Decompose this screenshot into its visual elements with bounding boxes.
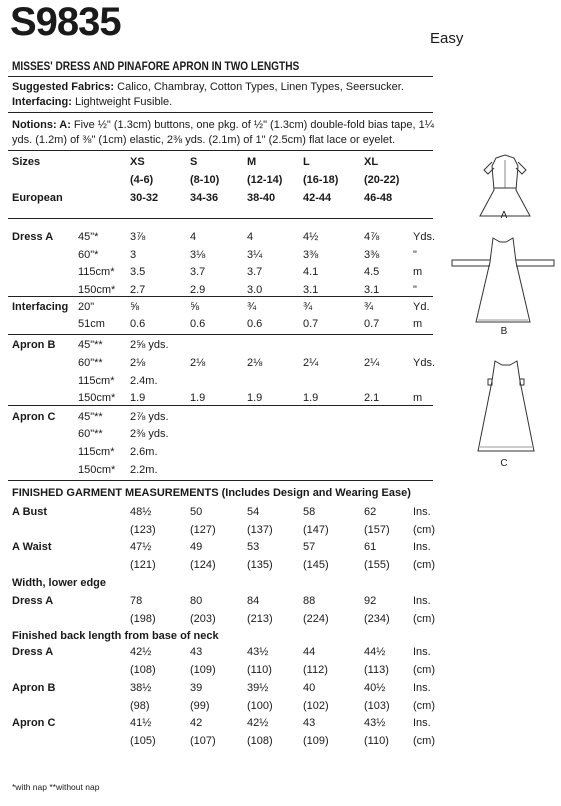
- fabric-width: 60"**: [78, 428, 103, 440]
- unit-cm: (cm): [413, 700, 435, 712]
- fabric-width: 60"*: [78, 249, 99, 261]
- yardage-value: 0.7: [303, 318, 319, 330]
- measurement-ins: 47½: [130, 541, 152, 553]
- yardage-value: 4: [190, 231, 197, 243]
- yardage-value: 2.2m.: [130, 464, 158, 476]
- back-length-heading: Finished back length from base of neck: [12, 630, 219, 642]
- yardage-unit: m: [413, 318, 423, 330]
- yardage-value: 0.6: [247, 318, 263, 330]
- fabric-width: 51cm: [78, 318, 105, 330]
- sizes-label: Sizes: [12, 156, 41, 168]
- yardage-value: 2.7: [130, 284, 146, 296]
- yardage-unit: Yds.: [413, 357, 436, 369]
- unit-ins: Ins.: [413, 541, 431, 553]
- measurement-ins: 84: [247, 595, 260, 607]
- yardage-value: 0.6: [190, 318, 206, 330]
- pattern-description: MISSES' DRESS AND PINAFORE APRON IN TWO LENGTHS: [12, 61, 300, 73]
- yardage-value: 3⅜: [303, 249, 319, 261]
- measurement-cm: (113): [364, 664, 389, 676]
- suggested-fabrics: Suggested Fabrics: Calico, Chambray, Cotton Types, Linen Types, Seersucker. Interfacing: Lightweight Fusible.: [12, 81, 404, 108]
- divider: [8, 112, 433, 113]
- size-name: M: [247, 156, 257, 168]
- size-range: (4-6): [130, 174, 154, 186]
- fabric-width: 115cm*: [78, 446, 115, 458]
- measurement-label: Dress A: [12, 646, 54, 658]
- yardage-value: 1.9: [130, 392, 146, 404]
- fabric-width: 150cm*: [78, 464, 116, 476]
- yardage-value: 4½: [303, 231, 319, 243]
- measurement-cm: (147): [303, 524, 329, 536]
- unit-cm: (cm): [413, 524, 435, 536]
- unit-ins: Ins.: [413, 506, 431, 518]
- yardage-unit: ": [413, 249, 417, 261]
- measurement-ins: 88: [303, 595, 316, 607]
- measurement-cm: (137): [247, 524, 273, 536]
- measurement-ins: 43½: [247, 646, 269, 658]
- measurement-cm: (203): [190, 613, 216, 625]
- measurement-cm: (157): [364, 524, 390, 536]
- yardage-value: 3.5: [130, 266, 146, 278]
- european-size: 34-36: [190, 192, 219, 204]
- yardage-value: 2.6m.: [130, 446, 158, 458]
- yardage-value: 2⅞ yds.: [130, 411, 169, 423]
- european-label: European: [12, 192, 63, 204]
- yardage-value: 3.1: [303, 284, 319, 296]
- yardage-value: 1.9: [247, 392, 263, 404]
- measurement-cm: (109): [190, 664, 216, 676]
- measurement-cm: (109): [303, 735, 329, 747]
- unit-cm: (cm): [413, 735, 435, 747]
- divider: [8, 150, 433, 151]
- measurement-cm: (102): [303, 700, 329, 712]
- measurement-ins: 40: [303, 682, 316, 694]
- finished-title: FINISHED GARMENT MEASUREMENTS (Includes Design and Wearing Ease): [12, 487, 411, 499]
- fabric-width: 150cm*: [78, 392, 116, 404]
- yardage-value: 3.7: [247, 266, 263, 278]
- measurement-ins: 44: [303, 646, 316, 658]
- footnote: *with nap **without nap: [12, 782, 100, 792]
- yardage-value: 2.4m.: [130, 375, 158, 387]
- yardage-value: 2¼: [303, 357, 319, 369]
- measurement-ins: 58: [303, 506, 316, 518]
- measurement-ins: 50: [190, 506, 203, 518]
- yardage-value: 3⅞: [130, 231, 146, 243]
- fabric-width: 115cm*: [78, 375, 115, 387]
- yardage-value: 3¼: [247, 249, 263, 261]
- european-size: 42-44: [303, 192, 332, 204]
- measurement-cm: (198): [130, 613, 156, 625]
- unit-ins: Ins.: [413, 595, 431, 607]
- measurement-cm: (123): [130, 524, 156, 536]
- yardage-value: 2⅜ yds.: [130, 428, 169, 440]
- measurement-cm: (234): [364, 613, 390, 625]
- size-range: (8-10): [190, 174, 220, 186]
- yardage-value: 4⅞: [364, 231, 380, 243]
- yardage-value: 0.7: [364, 318, 380, 330]
- measurement-label: Apron B: [12, 682, 56, 694]
- measurement-cm: (112): [303, 664, 328, 676]
- yardage-value: 3⅛: [190, 249, 206, 261]
- notions: Notions: A: Five ½" (1.3cm) buttons, one pkg. of ½" (1.3cm) double-fold bias tape, 1¼ yds. (1.2m) of ⅜" (1cm) elastic, 2⅜ yds. (2.1m) of 1" (2.5cm) flat lace or eyelet.: [12, 119, 434, 146]
- european-size: 38-40: [247, 192, 276, 204]
- view-b-sketch: [448, 232, 558, 326]
- measurement-cm: (155): [364, 559, 390, 571]
- size-name: S: [190, 156, 198, 168]
- yardage-value: 2⅛: [130, 357, 146, 369]
- measurement-ins: 80: [190, 595, 203, 607]
- unit-cm: (cm): [413, 559, 435, 571]
- yardage-unit: ": [413, 284, 417, 296]
- yardage-value: 3.1: [364, 284, 380, 296]
- measurement-cm: (110): [364, 735, 389, 747]
- measurement-ins: 78: [130, 595, 143, 607]
- unit-ins: Ins.: [413, 646, 431, 658]
- measurement-cm: (110): [247, 664, 272, 676]
- yardage-value: ¾: [364, 301, 374, 313]
- yardage-value: 2.9: [190, 284, 206, 296]
- size-name: L: [303, 156, 310, 168]
- divider: [8, 76, 433, 77]
- measurement-cm: (124): [190, 559, 216, 571]
- measurement-ins: 57: [303, 541, 316, 553]
- measurement-cm: (103): [364, 700, 390, 712]
- yardage-value: 1.9: [190, 392, 206, 404]
- measurement-cm: (108): [247, 735, 273, 747]
- yardage-group: Interfacing: [12, 301, 69, 313]
- yardage-unit: m: [413, 392, 423, 404]
- yardage-value: 3.7: [190, 266, 206, 278]
- measurement-ins: 42½: [130, 646, 152, 658]
- measurement-cm: (135): [247, 559, 273, 571]
- yardage-value: 4.1: [303, 266, 319, 278]
- measurement-ins: 41½: [130, 717, 152, 729]
- size-name: XL: [364, 156, 379, 168]
- yardage-value: 2.1: [364, 392, 380, 404]
- yardage-group: Apron C: [12, 411, 56, 423]
- measurement-ins: 61: [364, 541, 377, 553]
- measurement-cm: (145): [303, 559, 329, 571]
- fabric-width: 20": [78, 301, 95, 313]
- yardage-unit: Yds.: [413, 231, 436, 243]
- measurement-label: Dress A: [12, 595, 54, 607]
- yardage-value: ⅝: [130, 301, 140, 313]
- yardage-group: Dress A: [12, 231, 54, 243]
- yardage-value: 1.9: [303, 392, 319, 404]
- measurement-ins: 40½: [364, 682, 386, 694]
- unit-cm: (cm): [413, 613, 435, 625]
- measurement-ins: 38½: [130, 682, 152, 694]
- yardage-value: 0.6: [130, 318, 146, 330]
- measurement-ins: 48½: [130, 506, 152, 518]
- measurement-ins: 49: [190, 541, 203, 553]
- size-range: (20-22): [364, 174, 400, 186]
- european-size: 30-32: [130, 192, 159, 204]
- fabric-width: 115cm*: [78, 266, 115, 278]
- measurement-cm: (107): [190, 735, 216, 747]
- measurement-cm: (99): [190, 700, 210, 712]
- view-c-label: C: [500, 458, 508, 469]
- measurement-ins: 42: [190, 717, 203, 729]
- view-a-label: A: [500, 210, 508, 221]
- fabric-width: 45"**: [78, 339, 103, 351]
- yardage-value: 4: [247, 231, 254, 243]
- divider: [8, 218, 433, 219]
- unit-ins: Ins.: [413, 682, 431, 694]
- european-size: 46-48: [364, 192, 393, 204]
- yardage-value: 2⅝ yds.: [130, 339, 169, 351]
- measurement-cm: (98): [130, 700, 150, 712]
- measurement-ins: 54: [247, 506, 260, 518]
- size-range: (16-18): [303, 174, 339, 186]
- fabric-width: 60"**: [78, 357, 103, 369]
- measurement-cm: (100): [247, 700, 273, 712]
- measurement-ins: 92: [364, 595, 377, 607]
- divider: [8, 296, 433, 297]
- yardage-value: ¾: [303, 301, 313, 313]
- fabric-width: 150cm*: [78, 284, 116, 296]
- measurement-ins: 62: [364, 506, 377, 518]
- measurement-label: A Bust: [12, 506, 48, 518]
- measurement-ins: 39½: [247, 682, 269, 694]
- yardage-value: 3: [130, 249, 137, 261]
- divider: [8, 480, 433, 481]
- measurement-cm: (224): [303, 613, 329, 625]
- measurement-label: A Waist: [12, 541, 52, 553]
- width-heading: Width, lower edge: [12, 577, 107, 589]
- unit-ins: Ins.: [413, 717, 431, 729]
- measurement-cm: (108): [130, 664, 156, 676]
- measurement-ins: 44½: [364, 646, 386, 658]
- yardage-value: 2⅛: [190, 357, 206, 369]
- measurement-label: Apron C: [12, 717, 56, 729]
- measurement-ins: 53: [247, 541, 260, 553]
- measurement-cm: (105): [130, 735, 156, 747]
- measurement-ins: 43: [190, 646, 203, 658]
- yardage-value: 3⅜: [364, 249, 380, 261]
- measurement-ins: 43½: [364, 717, 386, 729]
- yardage-value: ⅝: [190, 301, 200, 313]
- yardage-unit: Yd.: [413, 301, 430, 313]
- fabric-width: 45"*: [78, 231, 99, 243]
- measurement-ins: 42½: [247, 717, 269, 729]
- measurement-cm: (127): [190, 524, 216, 536]
- yardage-unit: m: [413, 266, 423, 278]
- measurement-ins: 43: [303, 717, 316, 729]
- yardage-value: 2¼: [364, 357, 380, 369]
- divider: [8, 405, 433, 406]
- difficulty-label: Easy: [430, 30, 464, 47]
- fabric-width: 45"**: [78, 411, 103, 423]
- divider: [8, 334, 433, 335]
- size-range: (12-14): [247, 174, 283, 186]
- yardage-value: 4.5: [364, 266, 380, 278]
- yardage-value: 2⅛: [247, 357, 263, 369]
- view-c-sketch: [470, 355, 542, 455]
- yardage-value: 3.0: [247, 284, 263, 296]
- size-name: XS: [130, 156, 145, 168]
- measurement-cm: (121): [130, 559, 156, 571]
- measurement-cm: (213): [247, 613, 273, 625]
- pattern-number: S9835: [10, 0, 121, 44]
- yardage-group: Apron B: [12, 339, 56, 351]
- yardage-value: ¾: [247, 301, 257, 313]
- unit-cm: (cm): [413, 664, 435, 676]
- view-b-label: B: [500, 326, 508, 337]
- measurement-ins: 39: [190, 682, 203, 694]
